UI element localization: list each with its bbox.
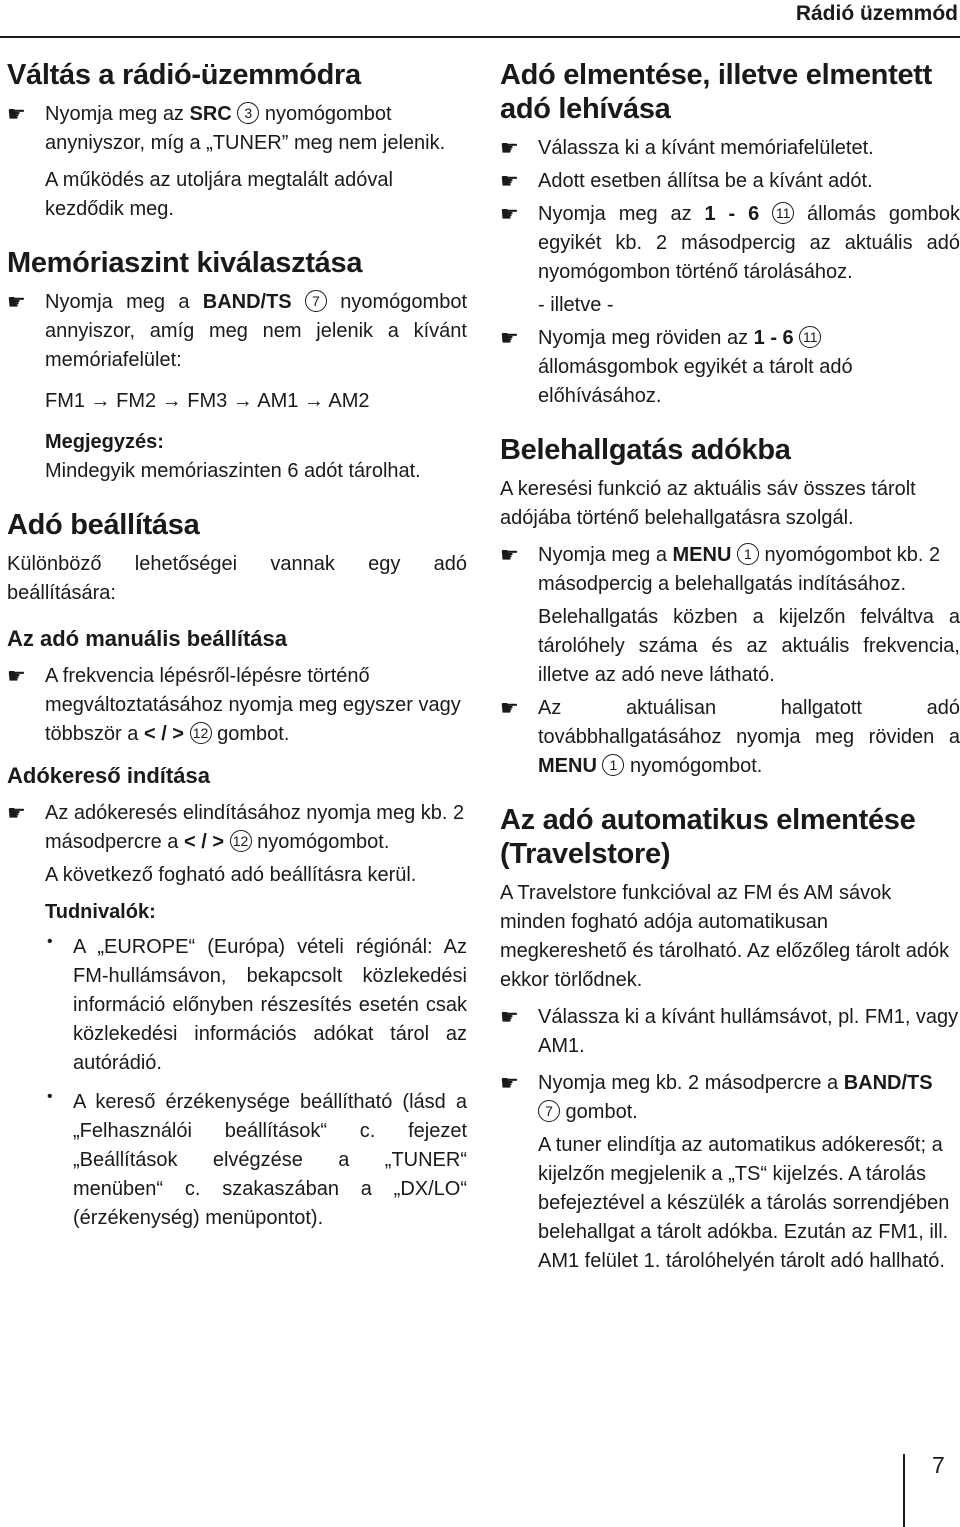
step-text: Az adókeresés elindításához nyomja meg kb. 2 másodpercre a < / > 12 nyomógombot.	[45, 802, 465, 853]
step-text: Nyomja meg a BAND/TS 7 nyomógombot annyiszor, amíg meg nem jelenik a kívánt memóriafelület:	[45, 291, 467, 371]
step-press-src	[7, 100, 467, 158]
pointing-hand-icon: ☛	[500, 170, 519, 193]
note-last-station: A működés az utoljára megtalált adóval kezdődik meg.	[45, 169, 393, 220]
memory-sequence: FM1 → FM2 → FM3 → AM1 → AM2	[45, 390, 370, 412]
page-number: 7	[932, 1452, 945, 1478]
pointing-hand-icon: ☛	[500, 1006, 519, 1029]
button-number-badge: 11	[772, 202, 794, 224]
heading-store-recall: Adó elmentése, illetve elmentett adó lehívása	[500, 59, 932, 125]
or-separator: - illetve -	[538, 294, 614, 316]
header-rule	[0, 36, 960, 38]
bullet-icon: •	[47, 933, 53, 950]
pointing-hand-icon: ☛	[7, 665, 26, 688]
left-column	[7, 58, 467, 1233]
heading-memory-level: Memóriaszint kiválasztása	[7, 247, 363, 279]
step-manual-tune	[7, 662, 467, 749]
step-seek	[7, 799, 467, 857]
tip-sensitivity: • A kereső érzékenysége beállítható (lásd a „Felhasználói beállítások“ c. fejezet „Beállítások elvégzése a „TUNER“ menüben“ c. szakaszában a „DX/LO“ (érzékenység) menüpontot).	[47, 1088, 467, 1229]
pointing-hand-icon: ☛	[500, 203, 519, 226]
step-press-band	[7, 288, 467, 375]
step-text: A frekvencia lépésről-lépésre történő megváltoztatásához nyomja meg egyszer vagy többször a < / > 12 gombot.	[45, 665, 461, 745]
button-number-badge: 7	[538, 1100, 560, 1122]
tips-title: Tudnivalók:	[45, 901, 156, 923]
button-number-badge: 1	[602, 754, 624, 776]
section-title: Rádió üzemmód	[795, 2, 958, 25]
step-select-memory: ☛ Válassza ki a kívánt memóriafelületet.	[500, 134, 960, 163]
note-title: Megjegyzés:	[45, 431, 164, 453]
seek-note: A következő fogható adó beállításra kerül.	[45, 864, 417, 886]
pointing-hand-icon: ☛	[7, 291, 26, 314]
pointing-hand-icon: ☛	[500, 1072, 519, 1095]
heading-travelstore: Az adó automatikus elmentése (Travelstore)	[500, 804, 916, 870]
station-setting-intro: Különböző lehetőségei vannak egy adó beállítására:	[7, 553, 467, 604]
right-column	[500, 58, 960, 1276]
pointing-hand-icon: ☛	[7, 802, 26, 825]
button-number-badge: 12	[190, 722, 212, 744]
bullet-icon: •	[47, 1088, 53, 1105]
button-number-badge: 3	[237, 102, 259, 124]
heading-station-setting: Adó beállítása	[7, 509, 200, 541]
heading-scan: Belehallgatás adókba	[500, 434, 791, 466]
page-header	[0, 0, 960, 38]
pointing-hand-icon: ☛	[500, 327, 519, 350]
pointing-hand-icon: ☛	[500, 137, 519, 160]
subheading-manual-setting: Az adó manuális beállítása	[7, 626, 287, 651]
step-stop-scan: ☛ Az aktuálisan hallgatott adó továbbhallgatásához nyomja meg röviden a MENU 1 nyomógombot.	[500, 697, 960, 777]
pointing-hand-icon: ☛	[7, 103, 26, 126]
pointing-hand-icon: ☛	[500, 697, 519, 720]
button-number-badge: 7	[305, 290, 327, 312]
heading-switch-radio: Váltás a rádió-üzemmódra	[7, 59, 361, 91]
step-press-band-ts: ☛ Nyomja meg kb. 2 másodpercre a BAND/TS 7 gombot.	[500, 1072, 933, 1123]
step-set-station: ☛ Adott esetben állítsa be a kívánt adót.	[500, 167, 960, 196]
step-select-band: ☛ Válassza ki a kívánt hullámsávot, pl. FM1, vagy AM1.	[500, 1006, 959, 1057]
button-number-badge: 1	[737, 543, 759, 565]
button-number-badge: 12	[230, 830, 252, 852]
tip-europe: • A „EUROPE“ (Európa) vételi régiónál: Az FM-hullámsávon, bekapcsolt közlekedési információ előnyben részesítés esetén csak közlekedési információs adókat tárol az autórádió.	[47, 933, 467, 1074]
scan-intro: A keresési funkció az aktuális sáv összes tárolt adójába történő belehallgatásra szolgál.	[500, 478, 916, 529]
footer-rule	[903, 1454, 905, 1527]
subheading-seek: Adókereső indítása	[7, 763, 210, 788]
pointing-hand-icon: ☛	[500, 544, 519, 567]
travelstore-intro: A Travelstore funkcióval az FM és AM sávok minden fogható adója automatikusan megkereshető és tárolható. Az előzőleg tárolt adók ekkor törlődnek.	[500, 882, 950, 991]
scan-note: Belehallgatás közben a kijelzőn felváltva a tárolóhely száma és az aktuális frekvencia, illetve az adó neve látható.	[538, 606, 960, 686]
travelstore-note: A tuner elindítja az automatikus adókeresőt; a kijelzőn megjelenik a „TS“ kijelzés. A tárolás befejeztével a készülék a tárolás sorrendjében belehallgat a tárolt adókba. Ezután az FM1, ill. AM1 felület 1. tárolóhelyén tárolt adó hallható.	[538, 1134, 950, 1272]
button-number-badge: 11	[799, 326, 821, 348]
step-store-station: ☛ Nyomja meg az 1 - 6 11 állomás gombok egyikét kb. 2 másodpercig az aktuális adó nyomógombon történő tárolásához.	[500, 203, 960, 283]
step-text: Nyomja meg az SRC 3 nyomógombot anyniyszor, míg a „TUNER” meg nem jelenik.	[45, 103, 446, 154]
step-recall-station: ☛ Nyomja meg röviden az 1 - 6 11 állomásgombok egyikét a tárolt adó előhívásához.	[500, 327, 853, 407]
step-start-scan: ☛ Nyomja meg a MENU 1 nyomógombot kb. 2 másodpercig a belehallgatás indításához.	[500, 544, 941, 595]
note-text: Mindegyik memóriaszinten 6 adót tárolhat.	[45, 460, 421, 482]
